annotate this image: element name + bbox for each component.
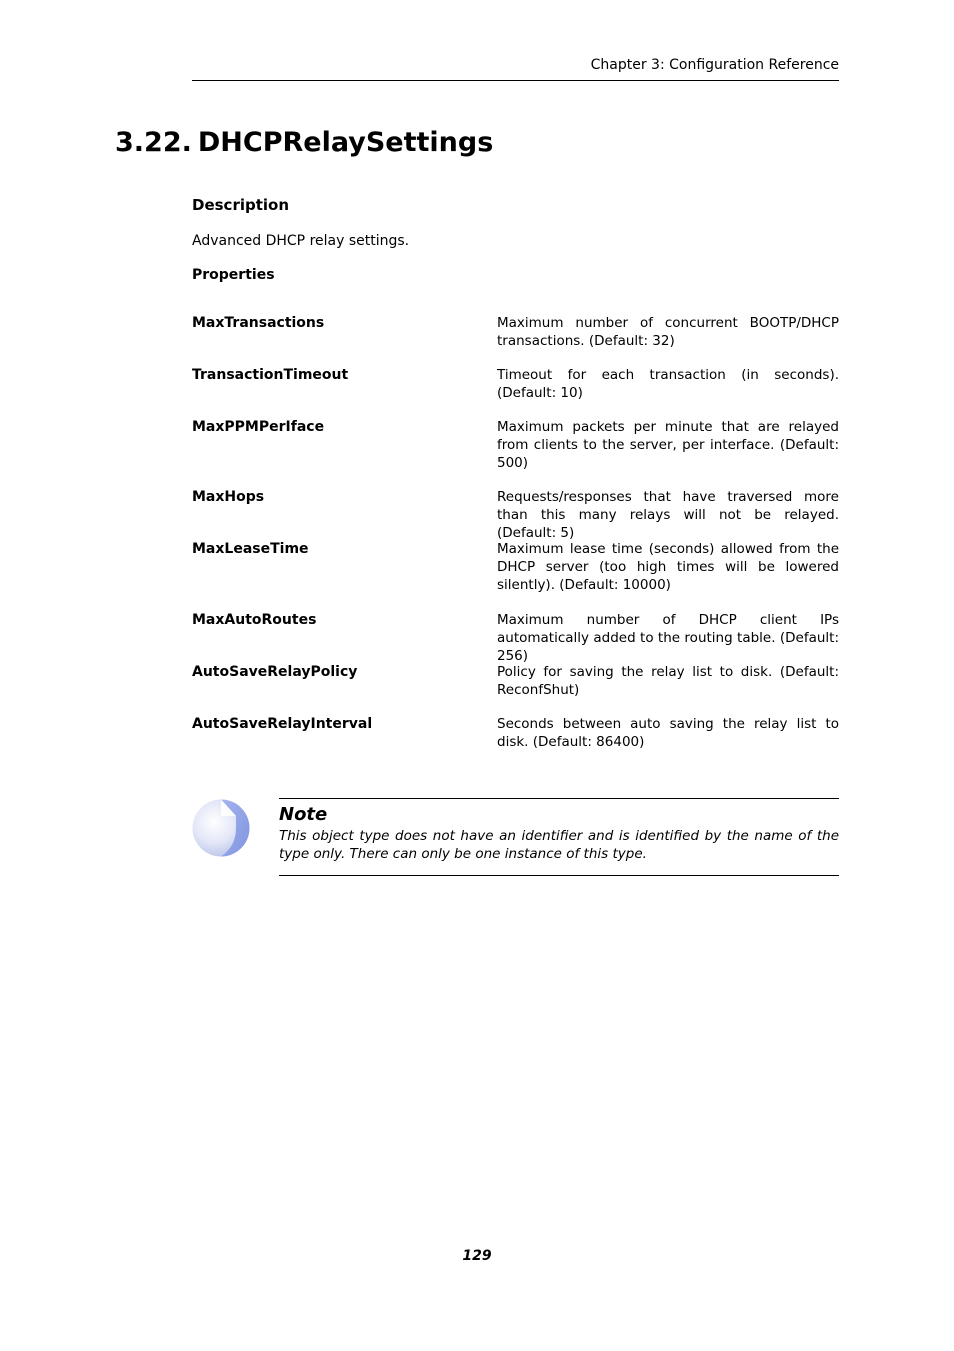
property-name: AutoSaveRelayInterval bbox=[192, 716, 373, 732]
property-name: MaxTransactions bbox=[192, 315, 325, 331]
note-top-rule bbox=[279, 798, 839, 799]
property-description: Policy for saving the relay list to disk. (Default: ReconfShut) bbox=[497, 664, 839, 698]
note-text: This object type does not have an identifier and is identified by the name of the type only. There can only be one instance of this type. bbox=[279, 828, 839, 862]
property-description: Requests/responses that have traversed more than this many relays will not be relayed. (Default: 5) bbox=[497, 489, 839, 541]
section-name: DHCPRelaySettings bbox=[197, 127, 494, 158]
property-row-maxautoroutes bbox=[192, 611, 839, 671]
property-row-maxtransactions bbox=[192, 314, 839, 374]
section-number: 3.22. bbox=[115, 127, 192, 158]
property-description: Maximum number of concurrent BOOTP/DHCP transactions. (Default: 32) bbox=[497, 315, 839, 349]
property-row-transactiontimeout bbox=[192, 366, 839, 426]
note-icon bbox=[192, 799, 250, 857]
property-description: Seconds between auto saving the relay list to disk. (Default: 86400) bbox=[497, 716, 839, 750]
running-header: Chapter 3: Configuration Reference bbox=[590, 57, 839, 73]
properties-heading: Properties bbox=[192, 267, 275, 283]
property-row-autosaverelayinterval bbox=[192, 715, 839, 775]
property-name: TransactionTimeout bbox=[192, 367, 349, 383]
property-description: Timeout for each transaction (in seconds). (Default: 10) bbox=[497, 367, 839, 401]
note-title: Note bbox=[279, 804, 328, 825]
property-name: MaxHops bbox=[192, 489, 265, 505]
note-bottom-rule bbox=[279, 875, 839, 876]
page-number: 129 bbox=[462, 1248, 492, 1264]
property-row-maxhops bbox=[192, 488, 839, 548]
header-rule bbox=[192, 80, 839, 81]
property-name: MaxLeaseTime bbox=[192, 541, 309, 557]
property-name: AutoSaveRelayPolicy bbox=[192, 664, 358, 680]
property-name: MaxPPMPerIface bbox=[192, 419, 325, 435]
property-name: MaxAutoRoutes bbox=[192, 612, 317, 628]
property-row-maxleasetime bbox=[192, 540, 839, 600]
property-row-maxppmperiface bbox=[192, 418, 839, 478]
section-title bbox=[115, 124, 493, 162]
description-heading: Description bbox=[192, 196, 290, 214]
description-text: Advanced DHCP relay settings. bbox=[192, 233, 410, 249]
property-description: Maximum lease time (seconds) allowed from the DHCP server (too high times will be lowered silently). (Default: 10000) bbox=[497, 541, 839, 593]
property-description: Maximum packets per minute that are relayed from clients to the server, per interface. (Default: 500) bbox=[497, 419, 839, 471]
property-description: Maximum number of DHCP client IPs automatically added to the routing table. (Default: 256) bbox=[497, 612, 839, 664]
property-row-autosaverelaypolicy bbox=[192, 663, 839, 723]
